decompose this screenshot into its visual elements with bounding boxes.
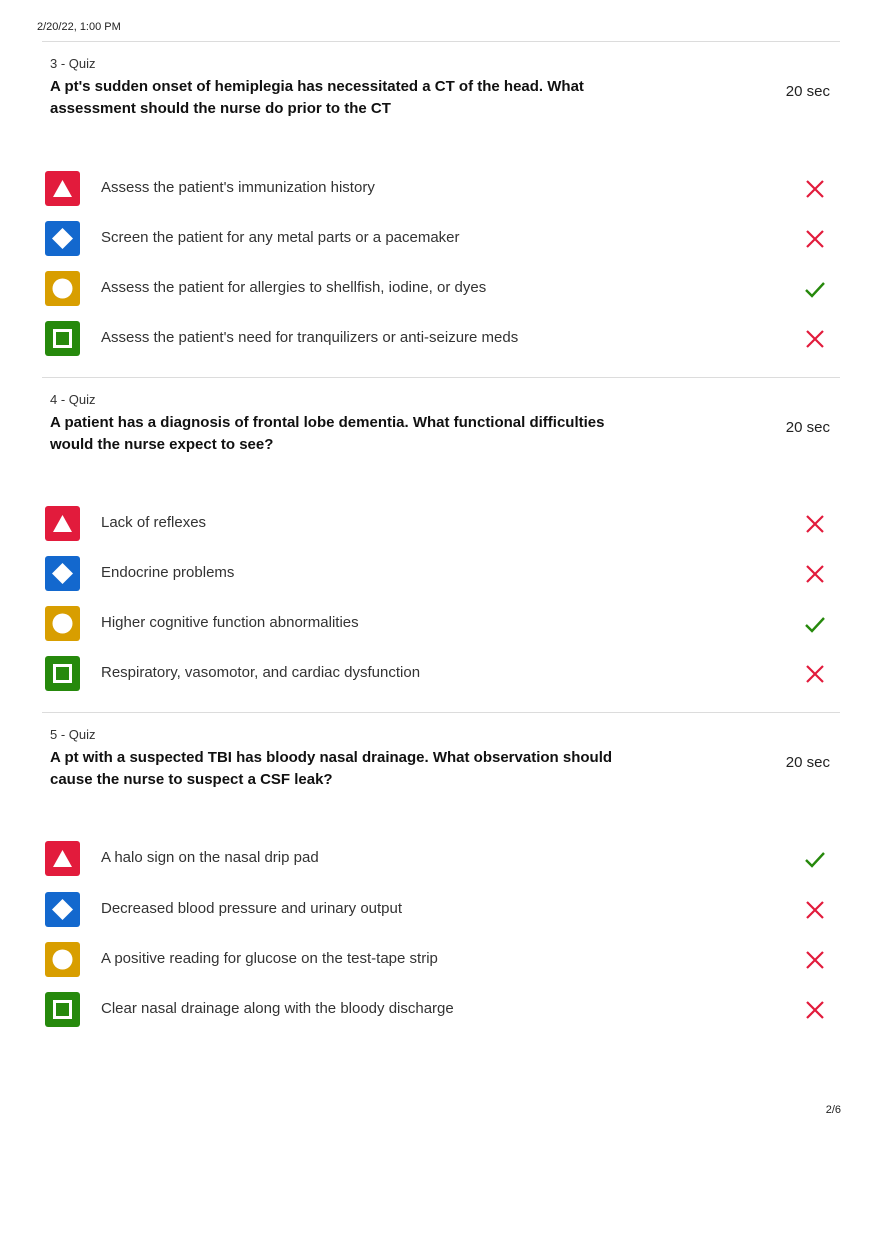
correct-check-icon xyxy=(804,613,826,635)
diamond-icon xyxy=(45,221,80,256)
incorrect-x-icon xyxy=(804,663,826,685)
answer-text: Clear nasal drainage along with the bloody discharge xyxy=(101,1000,454,1017)
incorrect-x-icon xyxy=(804,999,826,1021)
question-kind: 4 - Quiz xyxy=(50,392,96,407)
answer-text: Assess the patient's immunization history xyxy=(101,179,375,196)
triangle-icon xyxy=(45,506,80,541)
answer-text: A positive reading for glucose on the test-tape strip xyxy=(101,950,438,967)
circle-icon xyxy=(45,942,80,977)
answer-option xyxy=(45,942,837,978)
answer-text: Screen the patient for any metal parts or a pacemaker xyxy=(101,229,460,246)
triangle-icon xyxy=(45,841,80,876)
incorrect-x-icon xyxy=(804,949,826,971)
answer-option xyxy=(45,171,837,207)
answer-text: Lack of reflexes xyxy=(101,514,207,531)
correct-check-icon xyxy=(804,278,826,300)
answer-text: Assess the patient's need for tranquilizers or anti-seizure meds xyxy=(101,329,519,346)
divider xyxy=(42,377,840,378)
answer-text: Respiratory, vasomotor, and cardiac dysfunction xyxy=(101,664,421,681)
answer-option xyxy=(45,271,837,307)
print-datetime: 2/20/22, 1:00 PM xyxy=(37,21,121,33)
incorrect-x-icon xyxy=(804,563,826,585)
divider xyxy=(42,712,840,713)
divider xyxy=(42,41,840,42)
answer-option xyxy=(45,556,837,592)
incorrect-x-icon xyxy=(804,899,826,921)
circle-icon xyxy=(45,271,80,306)
square-icon xyxy=(45,321,80,356)
answer-option xyxy=(45,841,837,877)
answer-option xyxy=(45,656,837,692)
question-kind: 3 - Quiz xyxy=(50,56,96,71)
incorrect-x-icon xyxy=(804,328,826,350)
question-block-3 xyxy=(42,41,840,376)
answer-option xyxy=(45,892,837,928)
question-time-limit: 20 sec xyxy=(785,419,830,436)
answer-option xyxy=(45,321,837,357)
square-icon xyxy=(45,992,80,1027)
question-time-limit: 20 sec xyxy=(785,754,830,771)
correct-check-icon xyxy=(804,848,826,870)
question-block-4 xyxy=(42,377,840,712)
answer-option xyxy=(45,992,837,1028)
incorrect-x-icon xyxy=(804,178,826,200)
triangle-icon xyxy=(45,171,80,206)
answer-option xyxy=(45,506,837,542)
question-text: A pt's sudden onset of hemiplegia has necessitated a CT of the head. What assessment should the nurse do prior to the CT xyxy=(50,78,584,117)
answer-text: Higher cognitive function abnormalities xyxy=(101,614,359,631)
answer-option xyxy=(45,606,837,642)
question-kind: 5 - Quiz xyxy=(50,727,96,742)
answer-text: Assess the patient for allergies to shellfish, iodine, or dyes xyxy=(101,279,487,296)
incorrect-x-icon xyxy=(804,228,826,250)
answer-text: A halo sign on the nasal drip pad xyxy=(101,849,319,866)
incorrect-x-icon xyxy=(804,513,826,535)
question-block-5 xyxy=(42,712,840,1047)
diamond-icon xyxy=(45,556,80,591)
square-icon xyxy=(45,656,80,691)
question-text: A pt with a suspected TBI has bloody nasal drainage. What observation should cause the nurse to suspect a CSF leak? xyxy=(50,749,613,788)
page-number: 2/6 xyxy=(825,1104,841,1116)
question-time-limit: 20 sec xyxy=(785,83,830,100)
answer-text: Decreased blood pressure and urinary output xyxy=(101,900,403,917)
answer-text: Endocrine problems xyxy=(101,564,235,581)
diamond-icon xyxy=(45,892,80,927)
circle-icon xyxy=(45,606,80,641)
answer-option xyxy=(45,221,837,257)
question-text: A patient has a diagnosis of frontal lobe dementia. What functional difficulties would the nurse expect to see? xyxy=(50,414,605,453)
